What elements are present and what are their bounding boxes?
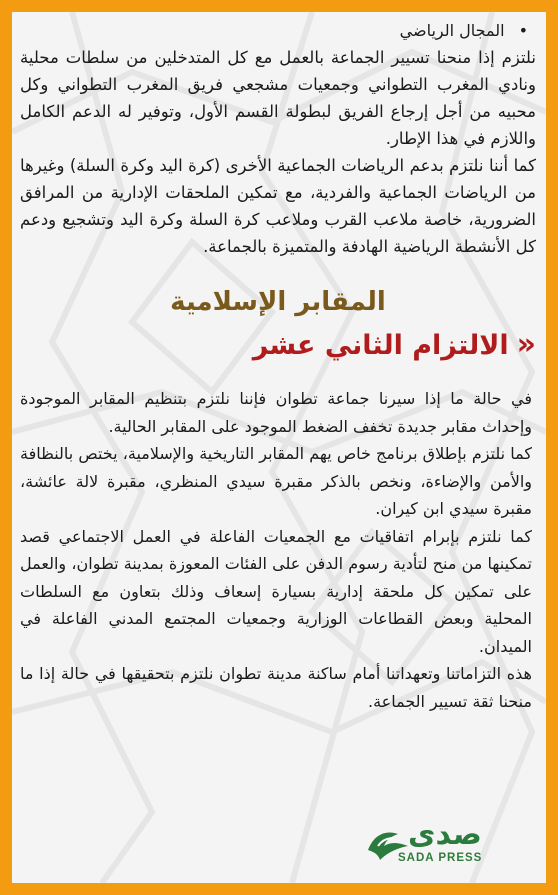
sports-paragraph-1: نلتزم إذا منحنا تسيير الجماعة بالعمل مع كل المتدخلين من سلطات محلية ونادي المغرب التطواني وجمعيات مشجعي فريق المغرب التطواني وكل محبيه من أجل إرجاع الفريق لبطولة القسم الأول، وتوفير له الدعم الكامل واللازم في هذا الإطار. [20, 48, 536, 148]
cemeteries-paragraph-2: كما نلتزم بإطلاق برنامج خاص يهم المقابر التاريخية والإسلامية، يختص بالنظافة والأمن والإضاءة، ونخص بالذكر مقبرة سيدي المنظري، مقبرة لالة عائشة، مقبرة سيدي ابن كيران. [20, 444, 532, 518]
double-chevron-icon: « [516, 327, 536, 362]
document-content [16, 12, 540, 883]
category-heading: المقابر الإسلامية [170, 287, 386, 317]
sports-bullet [16, 18, 528, 44]
watermark-latin: SADA PRESS [398, 852, 483, 864]
bullet-dot-icon: • [518, 21, 528, 40]
sports-bullet-title: المجال الرياضي [399, 21, 505, 40]
commitment-heading [16, 328, 536, 363]
sports-paragraph-2: كما أننا نلتزم بدعم الرياضات الجماعية الأخرى (كرة اليد وكرة السلة) وغيرها من الرياضات الجماعية والفردية، مع تمكين الملحقات الإدارية من المرافق الضرورية، خاصة ملاعب القرب وملاعب كرة السلة وكرة اليد وتشجيع ودعم كل الأنشطة الرياضية الهادفة والمتميزة بالجماعة. [20, 156, 536, 256]
commitment-heading-text: الالتزام الثاني عشر [252, 330, 509, 361]
watermark-arabic: صدى [408, 817, 482, 852]
cemeteries-paragraph-4: هذه التزاماتنا وتعهداتنا أمام ساكنة مدينة تطوان نلتزم بتحقيقها في حالة إذا ما منحنا ثقة تسيير الجماعة. [20, 664, 532, 711]
document-frame [12, 12, 546, 883]
cemeteries-paragraph-3: كما نلتزم بإبرام اتفاقيات مع الجمعيات الفاعلة في العمل الاجتماعي قصد تمكينها من منح لتأدية رسوم الدفن على الفئات المعوزة بمدينة تطوان، والعمل على تمكين كل ملحقة إدارية بسيارة إسعاف وذلك بتعاون مع السلطات المحلية وبعض القطاعات الوزارية وجمعيات المجتمع المدني الفاعلة في الميدان. [20, 526, 532, 656]
cemeteries-paragraph-1: في حالة ما إذا سيرنا جماعة تطوان فإننا نلتزم بتنظيم المقابر الموجودة وإحداث مقابر جديدة تخفف الضغط الموجود على المقابر الحالية. [20, 389, 532, 436]
sada-press-watermark [364, 818, 539, 874]
